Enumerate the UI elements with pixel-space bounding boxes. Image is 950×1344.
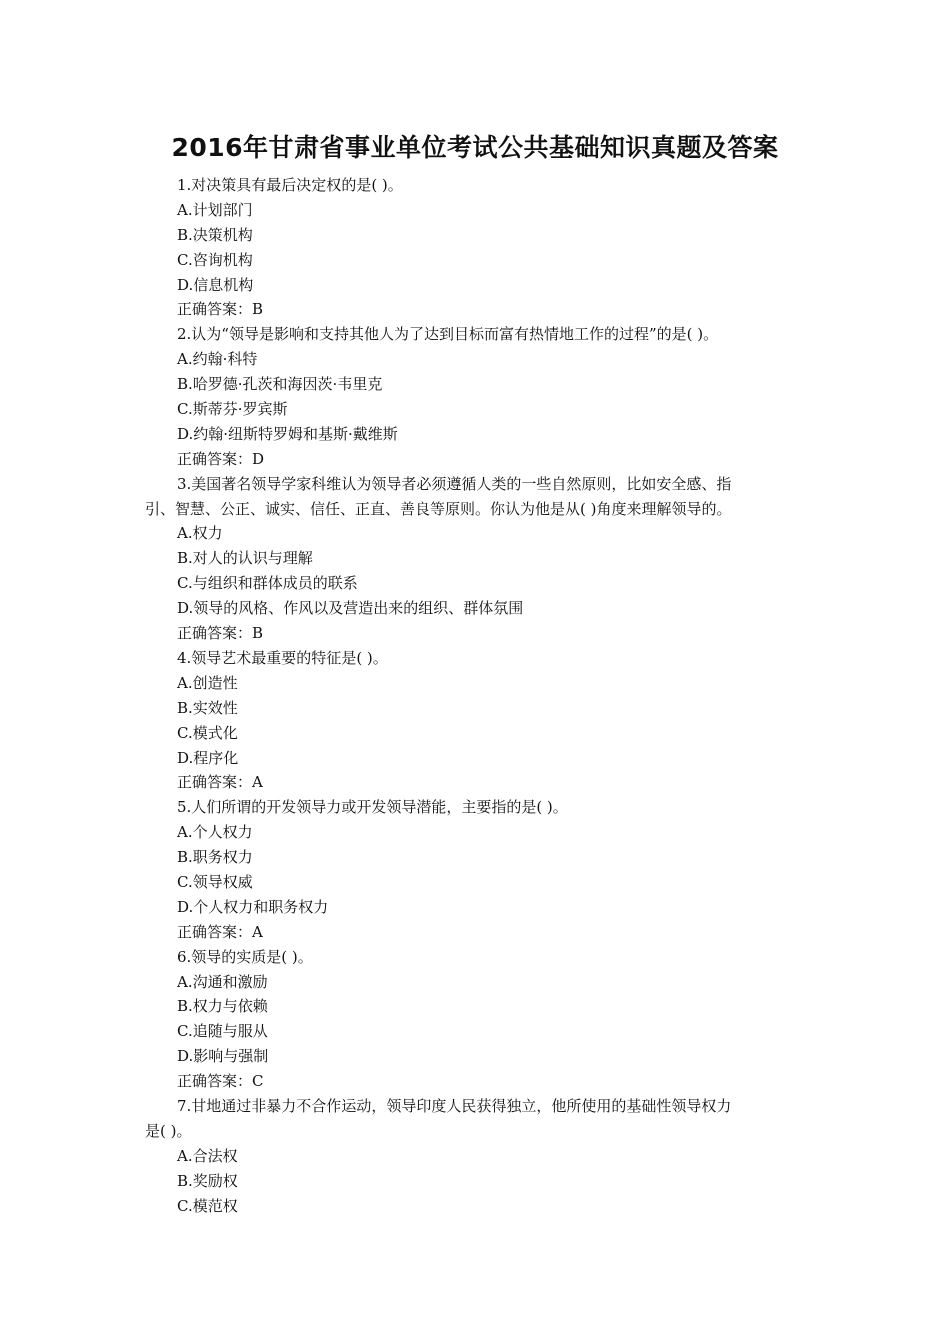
correct-answer: 正确答案：B <box>177 624 264 643</box>
option-a: A.权力 <box>177 524 223 543</box>
question-5 <box>145 795 807 944</box>
correct-answer: 正确答案：A <box>177 773 263 792</box>
option-b: B.决策机构 <box>177 225 253 244</box>
option-c: C.与组织和群体成员的联系 <box>177 574 358 593</box>
option-b: B.哈罗德·孔茨和海因茨·韦里克 <box>177 375 383 394</box>
option-a: A.计划部门 <box>177 200 253 219</box>
option-c: C.追随与服从 <box>177 1022 268 1041</box>
question-stem-line-2: 引、智慧、公正、诚实、信任、正直、善良等原则。你认为他是从( )角度来理解领导的。 <box>145 499 732 518</box>
option-a: A.创造性 <box>177 673 238 692</box>
option-a: A.沟通和激励 <box>177 972 268 991</box>
option-a: A.合法权 <box>177 1146 238 1165</box>
question-stem-line-2: 是( )。 <box>145 1121 192 1140</box>
question-3 <box>145 472 807 646</box>
question-stem: 4.领导艺术最重要的特征是( )。 <box>177 648 388 667</box>
question-stem: 2.认为“领导是影响和支持其他人为了达到目标而富有热情地工作的过程”的是( )。 <box>177 325 719 344</box>
option-b: B.奖励权 <box>177 1171 238 1190</box>
option-c: C.领导权威 <box>177 872 253 891</box>
question-stem: 5.人们所谓的开发领导力或开发领导潜能，主要指的是( )。 <box>177 798 568 817</box>
option-d: D.领导的风格、作风以及营造出来的组织、群体氛围 <box>177 599 524 618</box>
option-d: D.影响与强制 <box>177 1047 269 1066</box>
question-stem <box>145 1094 807 1144</box>
option-b: B.权力与依赖 <box>177 997 268 1016</box>
option-d: D.个人权力和职务权力 <box>177 897 329 916</box>
question-2 <box>145 322 807 471</box>
question-4 <box>145 646 807 795</box>
question-stem-line-1: 7.甘地通过非暴力不合作运动，领导印度人民获得独立，他所使用的基础性领导权力 <box>177 1096 732 1115</box>
option-b: B.对人的认识与理解 <box>177 549 313 568</box>
option-a: A.个人权力 <box>177 823 253 842</box>
correct-answer: 正确答案：D <box>177 449 265 468</box>
option-c: C.模范权 <box>177 1196 238 1215</box>
option-c: C.斯蒂芬·罗宾斯 <box>177 400 288 419</box>
option-d: D.信息机构 <box>177 275 254 294</box>
question-stem-line-1: 3.美国著名领导学家科维认为领导者必须遵循人类的一些自然原则，比如安全感、指 <box>177 474 732 493</box>
document-title: 2016年甘肃省事业单位考试公共基础知识真题及答案 <box>171 133 779 162</box>
question-stem: 6.领导的实质是( )。 <box>177 947 313 966</box>
option-d: D.约翰·纽斯特罗姆和基斯·戴维斯 <box>177 424 398 443</box>
correct-answer: 正确答案：B <box>177 300 264 319</box>
option-c: C.模式化 <box>177 723 238 742</box>
question-list <box>145 173 807 1218</box>
question-1 <box>145 173 807 322</box>
question-stem: 1.对决策具有最后决定权的是( )。 <box>177 176 403 194</box>
option-b: B.实效性 <box>177 698 238 717</box>
option-b: B.职务权力 <box>177 848 253 867</box>
correct-answer: 正确答案：C <box>177 1072 264 1091</box>
question-6 <box>145 945 807 1094</box>
option-c: C.咨询机构 <box>177 250 253 269</box>
option-a: A.约翰·科特 <box>177 350 258 369</box>
correct-answer: 正确答案：A <box>177 922 263 941</box>
question-stem <box>145 472 807 522</box>
option-d: D.程序化 <box>177 748 239 767</box>
question-7 <box>145 1094 807 1218</box>
